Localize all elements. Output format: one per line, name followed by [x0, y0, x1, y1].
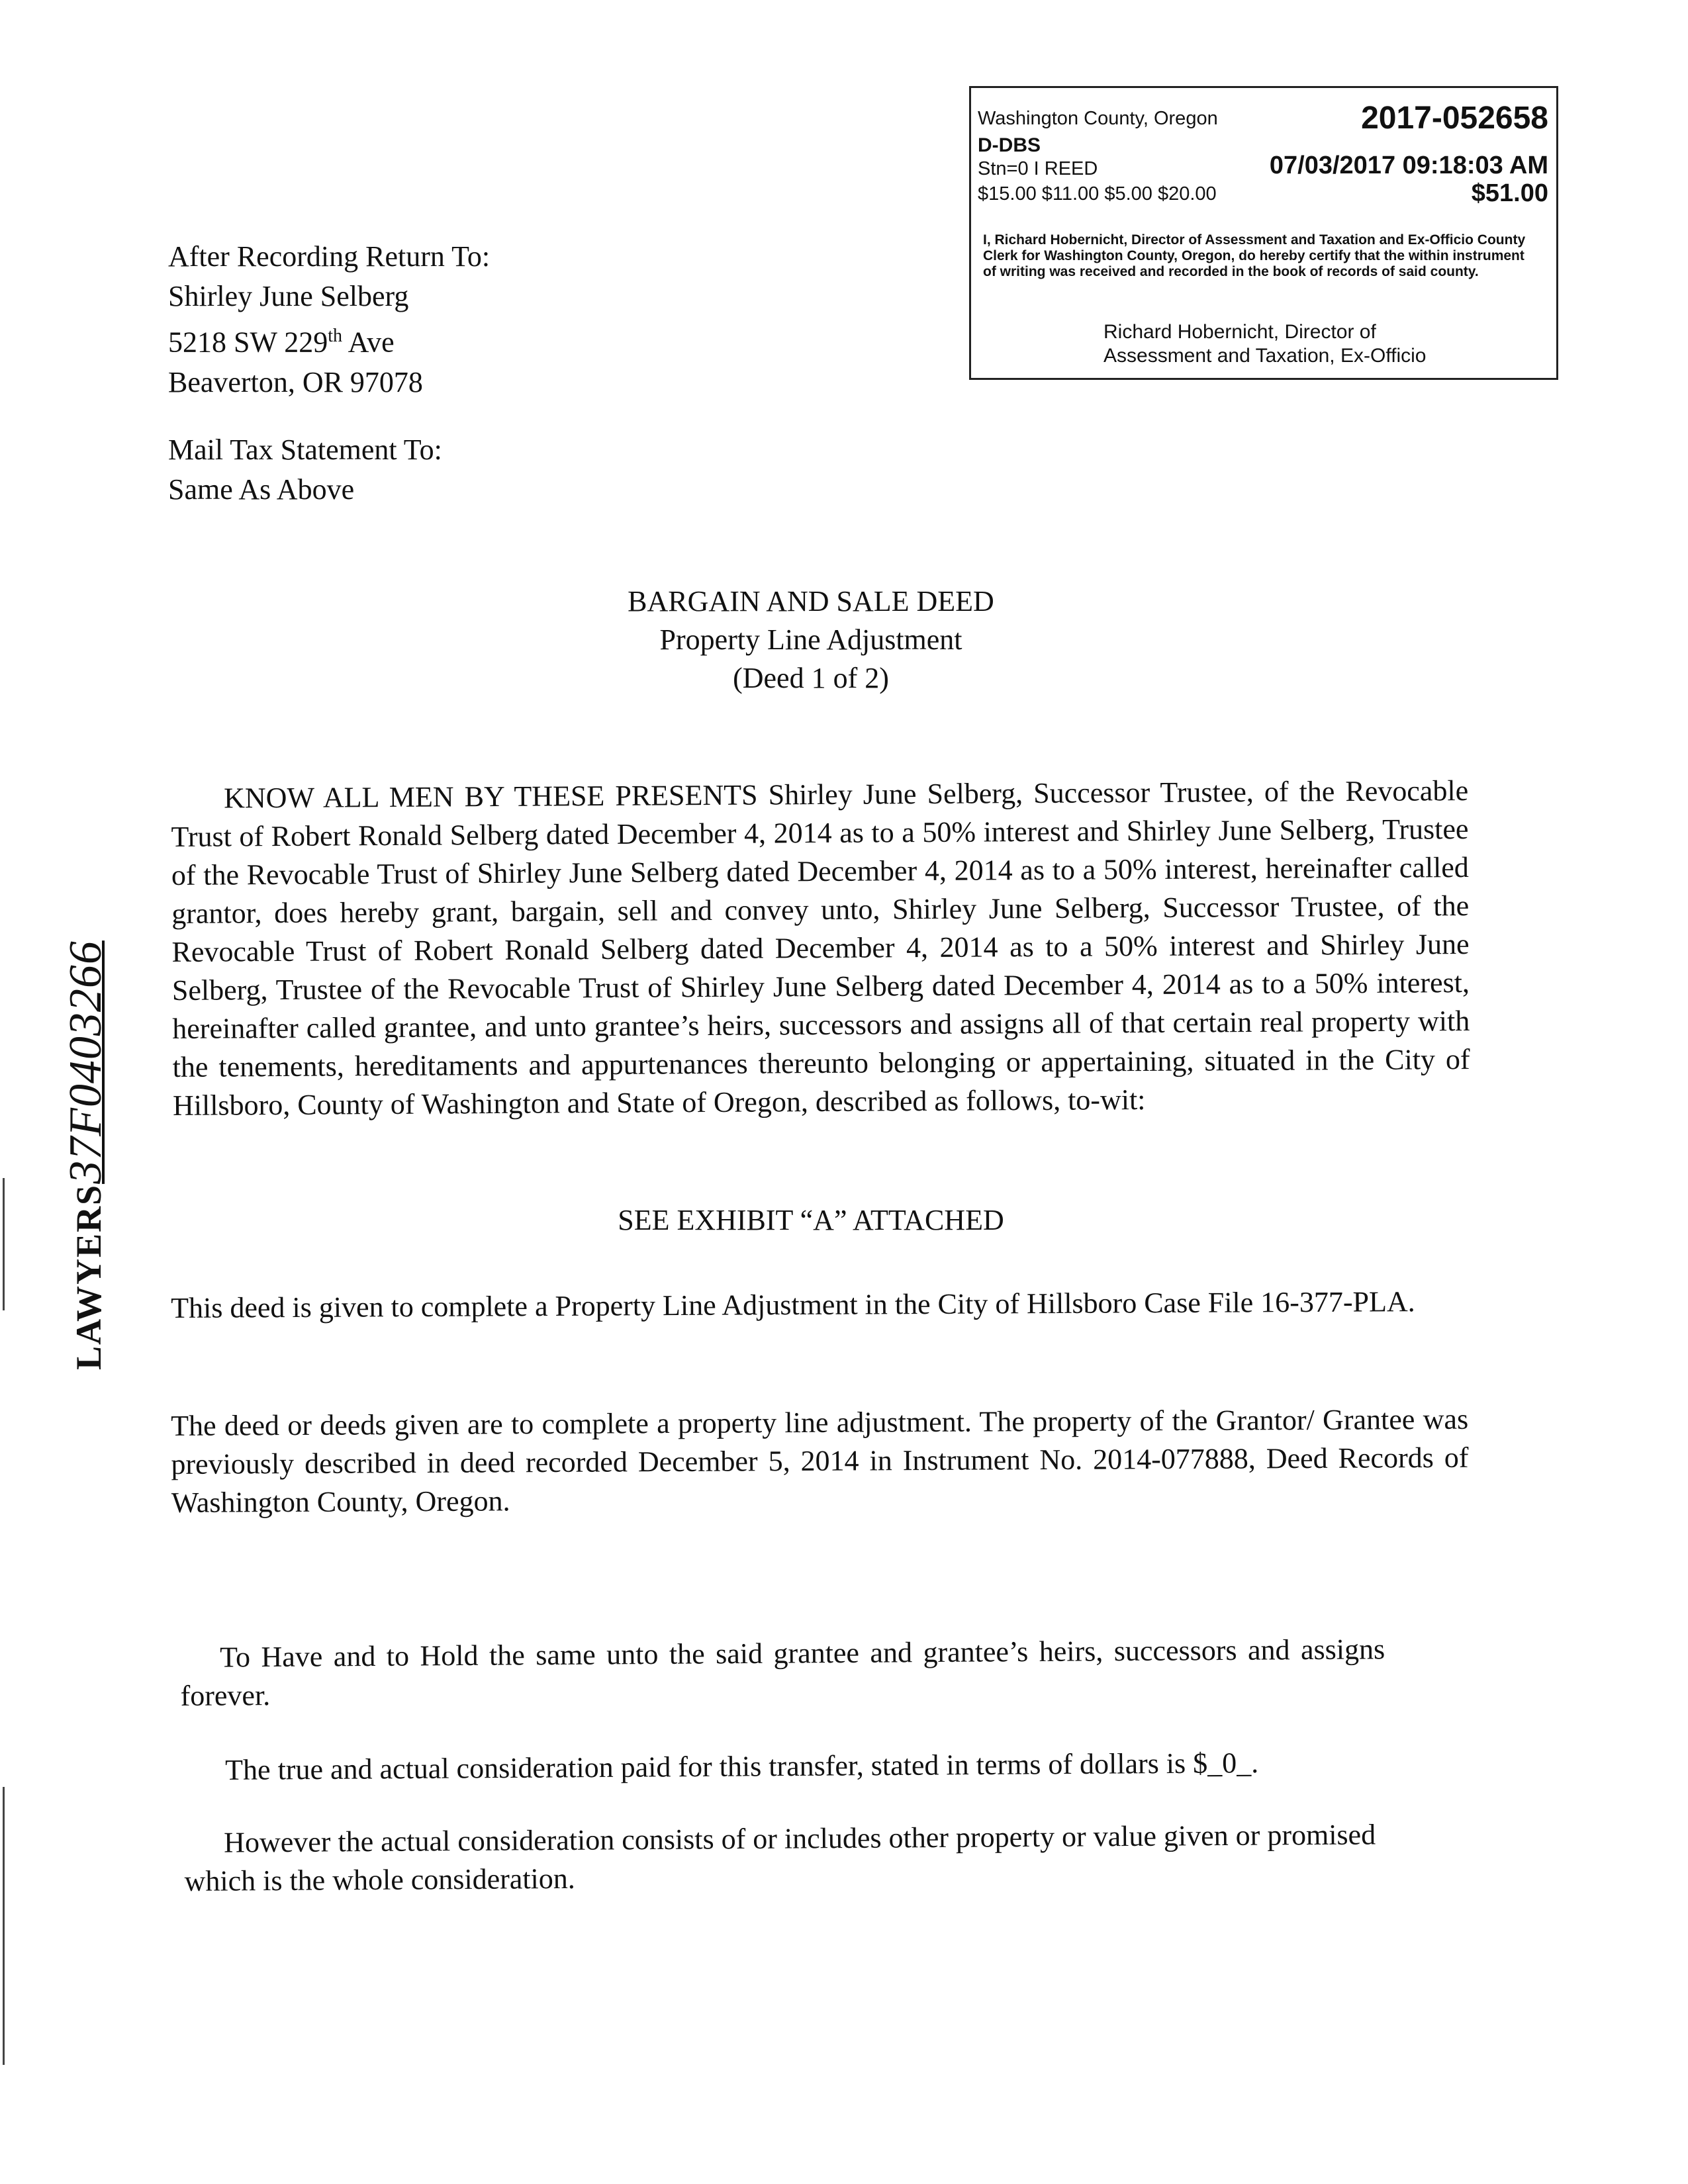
margin-marking [60, 940, 113, 1370]
stamp-signature-line2: Assessment and Taxation, Ex-Officio [1103, 345, 1427, 367]
stamp-signature-line1: Richard Hobernicht, Director of [1103, 321, 1376, 343]
habendum-paragraph: To Have and to Hold the same unto the said grantee and grantee’s heirs, successors and assigns forever. [180, 1633, 1385, 1712]
other-consideration-paragraph: However the actual consideration consists of or includes other property or value given or promised which is the whole consideration. [184, 1818, 1376, 1897]
stamp-fees: $15.00 $11.00 $5.00 $20.00 [978, 183, 1217, 205]
deed-count: (Deed 1 of 2) [733, 662, 889, 694]
return-street-number: 5218 SW 229 [168, 326, 328, 359]
exhibit-reference: SEE EXHIBIT “A” ATTACHED [618, 1204, 1004, 1236]
consideration-paragraph: The true and actual consideration paid for this transfer, stated in terms of dollars is $_0_. [225, 1747, 1259, 1786]
return-street [168, 316, 490, 363]
deed-purpose-paragraph: This deed is given to complete a Property Line Adjustment in the City of Hillsboro Case File 16-377-PLA. [171, 1285, 1415, 1324]
margin-printed-text: LAWYERS [69, 1183, 109, 1370]
return-address-block [168, 237, 490, 402]
stamp-total: $51.00 [1471, 179, 1548, 207]
stamp-certification: I, Richard Hobernicht, Director of Assessment and Taxation and Ex-Officio County Clerk for Washington County, Oregon, do hereby certify that the within instrument of writing was received and recorded in the book of records of said county. [983, 232, 1526, 279]
return-name: Shirley June Selberg [168, 280, 409, 312]
stamp-station: Stn=0 I REED [978, 158, 1098, 179]
pla-paragraph: The deed or deeds given are to complete a property line adjustment. The property of the Grantor/ Grantee was previously described in deed recorded December 5, 2014 in Instrument No. 2014-077888, Deed Records of Washington County, Oregon. [171, 1402, 1469, 1519]
margin-handwritten-number: 37F0403266 [60, 940, 111, 1184]
stamp-doc-type: D-DBS [978, 134, 1041, 156]
stamp-document-number: 2017-052658 [1361, 101, 1548, 136]
deed-subtitle: Property Line Adjustment [659, 623, 962, 656]
return-heading: After Recording Return To: [168, 240, 491, 273]
grant-paragraph: KNOW ALL MEN BY THESE PRESENTS Shirley June Selberg, Successor Trustee, of the Revocable Trust of Robert Ronald Selberg dated December 4, 2014 as to a 50% interest and Shirley June Selberg, Trustee of the Revocable Trust of Shirley June Selberg dated December 4, 2014 as to a 50% interest, hereinafter called grantor, does hereby grant, bargain, sell and convey unto, Shirley June Selberg, Successor Trustee, of the Revocable Trust of Robert Ronald Selberg dated December 4, 2014 as to a 50% interest and Shirley June Selberg, Trustee of the Revocable Trust of Shirley June Selberg dated December 4, 2014 as to a 50% interest, hereinafter called grantee, and unto grantee’s heirs, successors and assigns all of that certain real property with the tenements, hereditaments and appurtenances thereunto belonging or appertaining, situated in the City of Hillsboro, County of Washington and State of Oregon, described as follows, to-wit: [171, 774, 1470, 1122]
recording-stamp [969, 86, 1558, 380]
stamp-county: Washington County, Oregon [978, 108, 1218, 129]
scan-edge-mark [3, 1787, 5, 2065]
return-street-type: Ave [342, 326, 395, 359]
tax-heading: Mail Tax Statement To: [168, 433, 442, 466]
deed-title-main: BARGAIN AND SALE DEED [628, 585, 994, 617]
return-city: Beaverton, OR 97078 [168, 365, 423, 398]
deed-title [0, 582, 1622, 698]
return-street-suffix: th [328, 326, 342, 346]
tax-value: Same As Above [168, 473, 355, 506]
scan-edge-mark [3, 1178, 5, 1310]
tax-statement-block [168, 430, 442, 510]
stamp-recorded-at: 07/03/2017 09:18:03 AM [1269, 152, 1548, 179]
